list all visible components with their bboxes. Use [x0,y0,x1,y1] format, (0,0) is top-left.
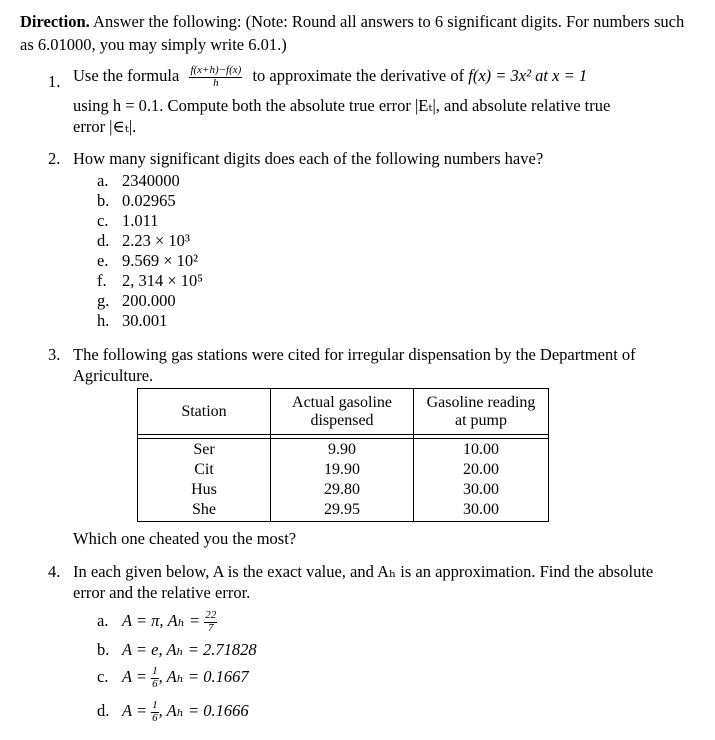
q4-line1: In each given below, A is the exact value, and Aₕ is an approximation. Find the absolute [73,562,654,581]
q3-line1: The following gas stations were cited for irregular dispensation by the Department of [73,345,636,364]
q1-formula-fraction [189,65,242,89]
list-item: b. 0.02965 [97,191,176,210]
list-item: d. 2.23 × 10³ [97,231,190,250]
table-header-row [138,389,549,435]
q1-number: 1. [48,72,61,91]
q1-line2: using h = 0.1. Compute both the absolute true error |Eₜ|, and absolute relative true [73,96,611,115]
q4-item-c: c. A = $\frac{1}{6}$ , Aₕ = 0.1667 [97,665,249,690]
direction-label: Direction. [20,12,90,31]
direction-text [20,10,700,57]
gas-station-table [137,388,549,522]
q4-number: 4. [48,562,61,581]
list-item: g. 200.000 [97,291,176,310]
header-station: Station [138,389,271,435]
q3-question: Which one cheated you the most? [73,529,297,548]
header-actual-gasoline: Actual gasoline dispensed [271,389,414,435]
list-item: e. 9.569 × 10² [97,251,199,270]
q4-line2: error and the relative error. [73,583,251,602]
q1-line1 [73,65,587,89]
q4-item-d: d. A = $\frac{1}{6}$ , Aₕ = 0.1666 [97,699,249,724]
list-item: f. 2, 314 × 10⁵ [97,271,204,290]
q3-number: 3. [48,345,61,364]
q4-item-a: a. A = π, Aₕ = $\frac{22}{7}$ [97,609,217,634]
station-column: Ser Cit Hus She [138,439,271,522]
q2-list [97,171,203,331]
q1-func: f(x) = 3x² at x = 1 [468,65,588,85]
q4-c-fraction: $\frac{1}{6}$ [152,665,158,690]
table-body-row [138,439,549,522]
reading-column: 10.00 20.00 30.00 30.00 [414,439,549,522]
header-gasoline-reading: Gasoline reading at pump [414,389,549,435]
list-item: c. 1.011 [97,211,159,230]
q1-mid: to approximate the derivative of [252,65,465,85]
q4-d-fraction: $\frac{1}{6}$ [152,699,158,724]
q4-a-fraction: $\frac{22}{7}$ [205,609,217,634]
q4-item-b: b. A = e, Aₕ = 2.71828 [97,640,257,659]
q2-number: 2. [48,149,61,168]
q1-frac-num: f(x+h)−f(x) [190,64,242,76]
q2-text: How many significant digits does each of the following numbers have? [73,149,544,168]
list-item: a. 2340000 [97,171,180,190]
direction-body: Answer the following: (Note: Round all answers to 6 significant digits. For numbers such as 6.01000, you may simply write 6.01.) [20,12,685,55]
q3-line2: Agriculture. [73,366,154,385]
q1-frac-den: h [213,76,219,89]
list-item: h. 30.001 [97,311,168,330]
q1-line3: error |∈ₜ|. [73,117,137,136]
actual-column: 9.90 19.90 29.80 29.95 [271,439,414,522]
q1-pre: Use the formula [73,65,180,85]
